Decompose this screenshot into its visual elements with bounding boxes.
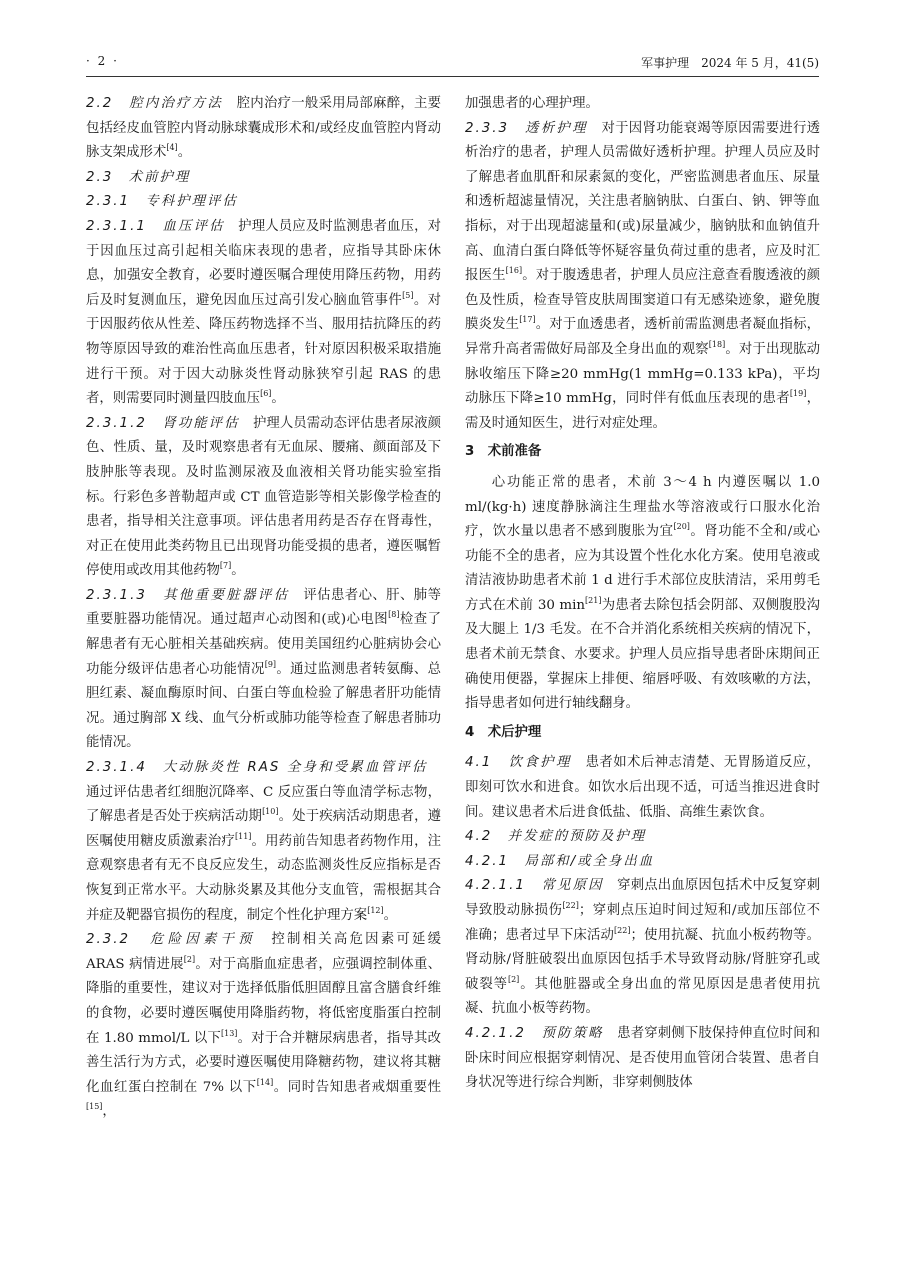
paragraph-heading: 4.1 饮食护理	[465, 755, 572, 771]
paragraph-text: 。通过监测患者转氨酶、总胆红素、凝血酶原时间、白蛋白等血检验了解患者肝功能情况。通过胸部 X 线、血气分析或肺功能等检查了解患者肺功能情况。	[86, 661, 442, 751]
paragraph-text: 控制相关高危因素可延缓 ARAS 病情进展	[86, 932, 441, 972]
paragraph-text: 。对于合并糖尿病患者，指导其改善生活行为方式，必要时遵医嘱使用降糖药物，建议将其糖化血红蛋白控制在 7% 以下	[86, 1030, 442, 1095]
paragraph-heading: 4.2.1.1 常见原因	[465, 878, 604, 894]
left-column	[86, 92, 441, 1125]
citation-ref: [9]	[264, 659, 277, 669]
subsection-heading: 2.3 术前护理	[86, 169, 191, 185]
citation-ref: [12]	[367, 905, 384, 915]
paragraph-heading: 2.3.2 危险因素干预	[86, 932, 256, 948]
page-number: · 2 ·	[86, 54, 119, 68]
paragraph-text: 。用药前告知患者药物作用，注意观察患者有无不良反应发生，动态监测炎性反应指标是否恢复到正常水平。大动脉炎累及其他分支血管，需根据其合并症及靶器官损伤的程度，制定个性化护理方案	[86, 833, 442, 923]
citation-ref: [2]	[183, 954, 196, 964]
citation-ref: [11]	[234, 831, 252, 841]
paragraph	[465, 117, 820, 437]
paragraph-text: 。对于高脂血症患者，应强调控制体重、降脂的重要性，建议对于选择低脂低胆固醇且富含膳食纤维的食物，必要时遵医嘱使用降脂药物，将低密度脂蛋白控制在 1.80 mmol/L 以下	[86, 956, 441, 1046]
subsection-heading: 4.2 并发症的预防及护理	[465, 829, 647, 845]
running-header	[86, 52, 819, 77]
paragraph-text: 。	[383, 907, 398, 923]
citation-ref: [10]	[262, 807, 279, 817]
citation-ref: [19]	[789, 389, 807, 399]
paragraph-heading: 2.3.1.2 肾功能评估	[86, 415, 240, 431]
paragraph-text: 。其他脏器或全身出血的常见原因是患者使用抗凝、抗血小板等药物。	[465, 976, 821, 1017]
paragraph-heading: 2.3.1.1 血压评估	[86, 218, 225, 234]
paragraph-text: 心功能正常的患者，术前 3～4 h 内遵医嘱以 1.0 ml/(kg·h) 速度静脉滴注生理盐水等溶液或行口服水化治疗，饮水量以患者不感到腹胀为宜	[465, 474, 820, 540]
subsection-heading: 2.3.1 专科护理评估	[86, 194, 238, 210]
paragraph	[86, 756, 441, 928]
paragraph	[86, 215, 441, 412]
paragraph-text: 。对于出现肱动脉收缩压下降≥20 mmHg(1 mmHg=0.133 kPa)，平均动脉压下降≥10 mmHg，同时伴有低血压表现的患者	[465, 341, 821, 407]
paragraph-text: ；使用抗凝、抗血小板药物等。肾动脉/肾脏破裂出血原因包括手术导致肾动脉/肾脏穿孔或破裂等	[465, 927, 821, 992]
paragraph-text: 。	[271, 391, 285, 407]
paragraph-heading: 2.3.3 透析护理	[465, 120, 588, 136]
citation-ref: [6]	[260, 389, 272, 399]
paragraph-text: 穿刺点出血原因包括术中反复穿刺导致股动脉损伤	[465, 878, 820, 918]
paragraph-text: 。同时告知患者戒烟重要性	[273, 1079, 441, 1095]
citation-ref: [4]	[166, 143, 178, 153]
paragraph-text: 腔内治疗一般采用局部麻醉，主要包括经皮血管腔内肾动脉球囊成形术和/或经皮血管腔内肾动脉支架成形术	[86, 96, 442, 161]
paragraph-text: 检查了解患者有无心脏相关基础疾病。使用美国纽约心脏病协会心功能分级评估患者心功能情况	[86, 612, 442, 677]
paragraph	[86, 584, 441, 756]
paragraph	[465, 751, 820, 825]
citation-ref: [7]	[219, 561, 232, 571]
paragraph-text: 为患者去除包括会阴部、双侧腹股沟及大腿上 1/3 毛发。在不合并消化系统相关疾病的情况下，患者术前无禁食、水要求。护理人员应指导患者卧床期间正确使用便器，掌握床上排便、缩唇呼吸、有效咳嗽的方法，指导患者如何进行轴线翻身。	[465, 597, 821, 712]
paragraph-text: 。处于疾病活动期患者，遵医嘱使用糖皮质激素治疗	[86, 809, 442, 849]
paragraph-text: 护理人员应及时监测患者血压，对于因血压过高引起相关临床表现的患者，应指导其卧床休息，加强安全教育，必要时遵医嘱合理使用降压药物，用药后及时复测血压，避免因血压过高引发心脑血管事件	[86, 218, 441, 308]
paragraph-heading: 4.2.1.2 预防策略	[465, 1025, 604, 1041]
citation-ref: [2]	[507, 974, 520, 984]
paragraph-text: 。	[231, 563, 245, 579]
citation-ref: [5]	[402, 290, 414, 300]
citation-ref: [14]	[256, 1077, 274, 1087]
paragraph-text: 。对于因服药依从性差、降压药物选择不当、服用拮抗降压的药物等原因导致的难治性高血压患者，针对原因积极采取措施进行干预。对于因大动脉炎性肾动脉狭窄引起 RAS 的患者，则需要同时测量四肢血压	[86, 292, 442, 407]
paragraph-heading: 2.3.1.3 其他重要脏器评估	[86, 587, 290, 603]
citation-ref: [22]	[614, 925, 631, 935]
paragraph-text: 护理人员需动态评估患者尿液颜色、性质、量，及时观察患者有无血尿、腰痛、颜面部及下肢肿胀等表现。及时监测尿液及血液相关肾功能实验室指标。行彩色多普勒超声或 CT 血管造影等相关影像学检查的患者，指导相关注意事项。评估患者用药是否存在肾毒性，对正在使用此类药物且已出现肾功能受损的患者，遵医嘱暂停使用或改用其他药物	[86, 415, 441, 579]
paragraph-heading: 2.2 腔内治疗方法	[86, 96, 224, 111]
paragraph	[86, 412, 441, 584]
paragraph-text: 患者穿刺侧下肢保持伸直位时间和卧床时间应根据穿刺情况、是否使用血管闭合装置、患者自身状况等进行综合判断，非穿刺侧肢体	[465, 1025, 820, 1091]
paragraph-text: 加强患者的心理护理。	[465, 96, 599, 111]
paragraph	[86, 928, 441, 1125]
section-heading: 4 术后护理	[465, 724, 542, 740]
paragraph-text: 。肾功能不全和/或心功能不全的患者，应为其设置个性化水化方案。使用皂液或清洁液协助患者术前 1 d 进行手术部位皮肤清洁，采用剪毛方式在术前 30 min	[465, 524, 821, 613]
paragraph	[465, 471, 820, 717]
citation-ref: [20]	[673, 522, 690, 532]
citation-ref: [15]	[86, 1102, 103, 1112]
paragraph	[465, 1022, 820, 1096]
paragraph	[465, 874, 820, 1022]
paragraph	[465, 92, 820, 117]
journal-info: 军事护理 2024 年 5 月，41(5)	[641, 56, 819, 70]
section-heading: 3 术前准备	[465, 444, 542, 460]
citation-ref: [22]	[562, 901, 579, 910]
citation-ref: [8]	[388, 610, 400, 620]
paragraph-text: 。	[177, 145, 192, 161]
citation-ref: [21]	[585, 595, 602, 605]
citation-ref: [16]	[505, 266, 523, 276]
paragraph-text: ，	[102, 1104, 116, 1120]
paragraph-heading: 2.3.1.4 大动脉炎性 RAS 全身和受累血管评估	[86, 760, 428, 776]
paragraph-text: 。对于腹透患者，护理人员应注意查看腹透液的颜色及性质，检查导管皮肤周围窦道口有无感染迹象，避免腹膜炎发生	[465, 268, 821, 333]
paragraph-text: 。对于血透患者，透析前需监测患者凝血指标，异常升高者需做好局部及全身出血的观察	[465, 317, 821, 357]
paragraph-text: 通过评估患者红细胞沉降率、C 反应蛋白等血清学标志物，了解患者是否处于疾病活动期	[86, 760, 441, 825]
paragraph-text: ，需及时通知医生，进行对症处理。	[465, 391, 820, 431]
paragraph-text: 对于因肾功能衰竭等原因需要进行透析治疗的患者，护理人员需做好透析护理。护理人员应及时了解患者血肌酐和尿素氮的变化，严密监测患者血压、尿量和透析超滤量情况，关注患者脑钠肽、白蛋白、钠、钾等血指标，对于出现超滤量和(或)尿量减少，脑钠肽和血钠值升高、血清白蛋白降低等怀疑容量负荷过重的患者，应及时汇报医生	[465, 120, 821, 284]
citation-ref: [18]	[708, 339, 726, 349]
paragraph	[86, 92, 441, 166]
paragraph-text: 评估患者心、肝、肺等重要脏器功能情况。通过超声心动图和(或)心电图	[86, 587, 441, 628]
right-column	[465, 92, 820, 1096]
subsection-heading: 4.2.1 局部和/或全身出血	[465, 853, 655, 869]
paragraph-text: 患者如术后神志清楚、无胃肠道反应，即刻可饮水和进食。如饮水后出现不适，可适当推迟进食时间。建议患者术后进食低盐、低脂、高维生素饮食。	[465, 755, 821, 820]
citation-ref: [13]	[221, 1028, 238, 1038]
paragraph-text: ；穿刺点压迫时间过短和/或加压部位不准确；患者过早下床活动	[465, 903, 820, 943]
citation-ref: [17]	[519, 315, 536, 325]
